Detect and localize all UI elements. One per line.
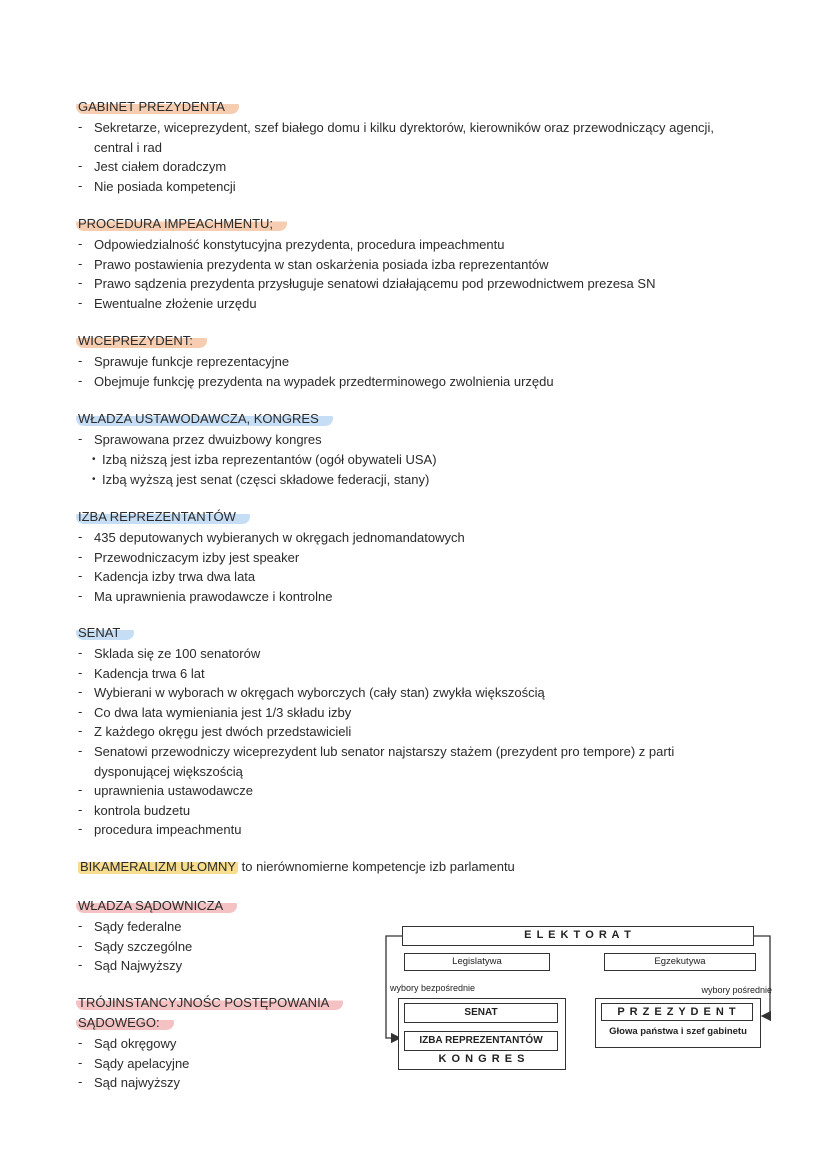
list-item: - Senatowi przewodniczy wiceprezydent lub senator najstarszy stażem (prezydent pro tempore) z parti dysponującej większością bbox=[78, 742, 734, 781]
bikameralizm-definition: to nierównomierne kompetencje izb parlamentu bbox=[238, 859, 515, 874]
list-item: - Ewentualne złożenie urzędu bbox=[78, 294, 738, 314]
heading-wiceprezydent: WICEPREZYDENT: bbox=[78, 333, 207, 349]
list-item: - Ma uprawnienia prawodawcze i kontrolne bbox=[78, 587, 738, 607]
egzekutywa-box: Egzekutywa bbox=[604, 953, 756, 971]
heading-izba: IZBA REPREZENTANTÓW bbox=[78, 509, 250, 525]
heading-trojinstancyjnosc-2: SĄDOWEGO: bbox=[78, 1015, 174, 1031]
heading-sadownicza: WŁADZA SĄDOWNICZA bbox=[78, 898, 237, 914]
list-subitem: • Izbą niższą jest izba reprezentantów (ogół obywateli USA) bbox=[92, 450, 752, 470]
kongres-label: K O N G R E S bbox=[438, 1053, 526, 1065]
list-item: - uprawnienia ustawodawcze bbox=[78, 781, 738, 801]
list-item: - Prawo sądzenia prezydenta przysługuje senatowi działającemu pod przewodnictwem prezesa SN bbox=[78, 274, 738, 294]
list-izba bbox=[78, 528, 738, 606]
list-item: - kontrola budzetu bbox=[78, 801, 738, 821]
list-item: - Sekretarze, wiceprezydent, szef białego domu i kilku dyrektorów, kierowników oraz przewodniczący agencji, central i rad bbox=[78, 118, 734, 157]
list-sadownicza bbox=[78, 917, 358, 976]
label-wybory-bezposrednie: wybory bezpośrednie bbox=[390, 983, 476, 993]
bikameralizm-line bbox=[78, 859, 515, 875]
list-item: - Sądy apelacyjne bbox=[78, 1054, 358, 1074]
list-item: - Kadencja trwa 6 lat bbox=[78, 664, 738, 684]
izba-box: IZBA REPREZENTANTÓW bbox=[404, 1031, 558, 1051]
list-item: - 435 deputowanych wybieranych w okręgach jednomandatowych bbox=[78, 528, 738, 548]
bikameralizm-term: BIKAMERALIZM UŁOMNY bbox=[80, 859, 237, 874]
list-item: - Odpowiedzialność konstytucyjna prezydenta, procedura impeachmentu bbox=[78, 235, 738, 255]
heading-impeachment: PROCEDURA IMPEACHMENTU; bbox=[78, 216, 287, 232]
list-wiceprezydent bbox=[78, 352, 738, 391]
list-item: - Sądy federalne bbox=[78, 917, 358, 937]
list-trojinstancyjnosc bbox=[78, 1034, 358, 1093]
list-item: - Co dwa lata wymieniania jest 1/3 składu izby bbox=[78, 703, 738, 723]
list-gabinet bbox=[78, 118, 738, 196]
list-item: - Sąd Najwyższy bbox=[78, 956, 358, 976]
list-item: - Obejmuje funkcję prezydenta na wypadek przedterminowego zwolnienia urzędu bbox=[78, 372, 738, 392]
list-impeachment bbox=[78, 235, 738, 313]
prezydent-description: Głowa państwa i szef gabinetu bbox=[609, 1026, 747, 1037]
list-item: - Sprawuje funkcje reprezentacyjne bbox=[78, 352, 738, 372]
heading-gabinet: GABINET PREZYDENTA bbox=[78, 99, 239, 115]
list-senat bbox=[78, 644, 738, 840]
list-kongres-sub bbox=[92, 450, 752, 489]
list-item: - Kadencja izby trwa dwa lata bbox=[78, 567, 738, 587]
list-item: - Prawo postawienia prezydenta w stan oskarżenia posiada izba reprezentantów bbox=[78, 255, 738, 275]
list-item: - procedura impeachmentu bbox=[78, 820, 738, 840]
heading-trojinstancyjnosc-1: TRÓJINSTANCYJNOŚC POSTĘPOWANIA bbox=[78, 995, 343, 1011]
list-item: - Z każdego okręgu jest dwóch przedstawicieli bbox=[78, 722, 738, 742]
legislatywa-box: Legislatywa bbox=[404, 953, 550, 971]
label-wybory-posrednie: wybory pośrednie bbox=[701, 985, 772, 995]
government-diagram bbox=[378, 922, 778, 1072]
list-item: - Jest ciałem doradczym bbox=[78, 157, 738, 177]
prezydent-box: P R Z E Z Y D E N T bbox=[601, 1003, 753, 1021]
list-item: - Wybierani w wyborach w okręgach wyborczych (cały stan) zwykła większością bbox=[78, 683, 738, 703]
list-kongres bbox=[78, 430, 738, 450]
kongres-group bbox=[398, 998, 566, 1070]
heading-kongres: WŁADZA USTAWODAWCZA, KONGRES bbox=[78, 411, 333, 427]
list-subitem: • Izbą wyższą jest senat (częsci składowe federacji, stany) bbox=[92, 470, 752, 490]
list-item: - Sąd okręgowy bbox=[78, 1034, 358, 1054]
heading-senat: SENAT bbox=[78, 625, 134, 641]
list-item: - Przewodniczacym izby jest speaker bbox=[78, 548, 738, 568]
senat-box: SENAT bbox=[404, 1003, 558, 1023]
elektorat-box: E L E K T O R A T bbox=[402, 926, 754, 946]
list-item: - Sąd najwyższy bbox=[78, 1073, 358, 1093]
list-item: - Sądy szczególne bbox=[78, 937, 358, 957]
list-item: - Sklada się ze 100 senatorów bbox=[78, 644, 738, 664]
prezydent-group bbox=[595, 998, 761, 1048]
list-item: - Nie posiada kompetencji bbox=[78, 177, 738, 197]
list-item: - Sprawowana przez dwuizbowy kongres bbox=[78, 430, 738, 450]
